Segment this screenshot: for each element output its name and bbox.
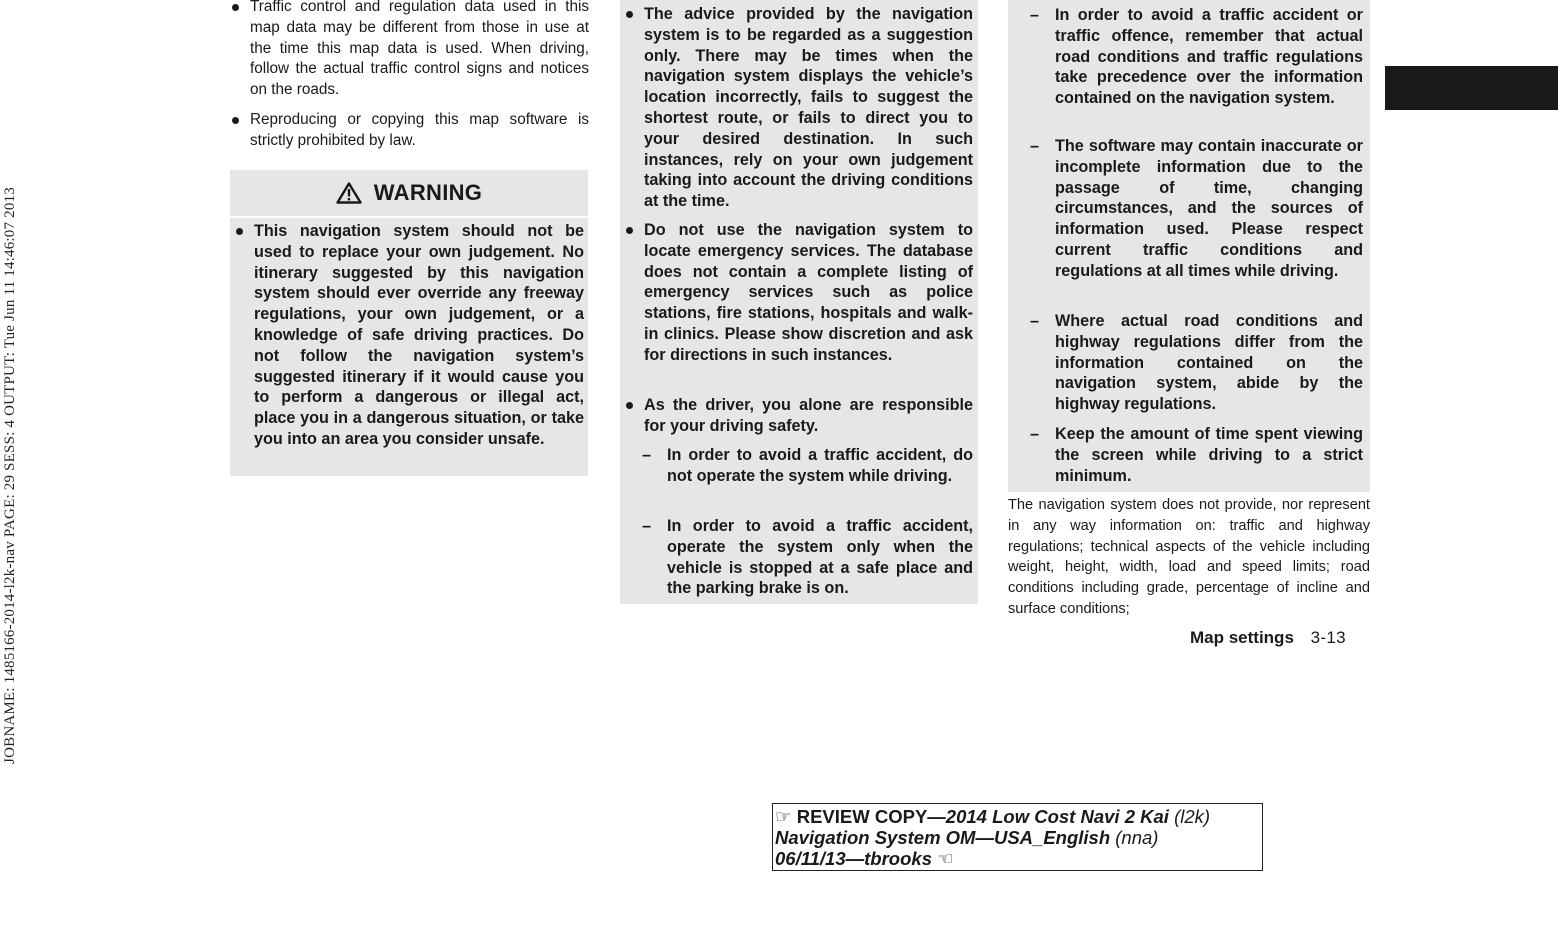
review-line-3: 06/11/13—tbrooks ☜	[775, 848, 954, 869]
bullet-icon	[626, 227, 633, 234]
list-item: Reproducing or copying this map software is strictly prohibited by law.	[228, 110, 589, 152]
warning-list-item: This navigation system should not be used to replace your own judgement. No itinerary suggested by this navigation system should ever override any freeway regulations, your own judgement, or a knowledge of safe driving practices. Do not follow the navigation system’s suggested itinerary if it would cause you to perform a dangerous or illegal act, place you in a dangerous situation, or take you into an area you consider unsafe.	[230, 221, 584, 450]
caution-box-right	[1008, 0, 1370, 492]
review-line-1: ☞ REVIEW COPY—2014 Low Cost Navi 2 Kai (l2k)	[775, 806, 1211, 827]
list-item: Do not use the navigation system to locate emergency services. The database does not contain a complete listing of emergency services such as police stations, fire stations, hospitals and walk-in clinics. Please show discretion and ask for directions in such instances.	[620, 220, 973, 366]
page-footer	[1190, 628, 1346, 648]
bullet-icon	[236, 228, 243, 235]
list-item: Traffic control and regulation data used in this map data may be different from those in use at the time this map data is used. When driving, follow the actual traffic control signs and notices on the roads.	[228, 0, 589, 101]
jobname-text: JOBNAME: 1485166-2014-l2k-nav PAGE: 29 SESS: 4 OUTPUT: Tue Jun 11 14:46:07 2013	[1, 186, 18, 764]
bullet-icon	[626, 11, 633, 18]
section-title: Map settings	[1190, 628, 1294, 647]
dash-list-item: – Keep the amount of time spent viewing the screen while driving to a strict minimum.	[1030, 425, 1363, 485]
list-item: The advice provided by the navigation system is to be regarded as a suggestion only. There may be times when the navigation system displays the vehicle’s location incorrectly, fails to suggest the shortest route, or fails to direct you to your desired destination. In such instances, rely on your own judgement taking into account the driving conditions at the time.	[620, 4, 973, 212]
review-line-2: Navigation System OM—USA_English (nna)	[775, 827, 1159, 848]
warning-triangle-icon	[336, 182, 362, 204]
list-item: As the driver, you alone are responsible for your driving safety.	[620, 395, 973, 437]
caution-box-middle	[620, 0, 978, 604]
dash-list-item: – The software may contain inaccurate or incomplete information due to the passage of time, changing circumstances, and the sources of information used. Please respect current traffic conditions and regulations at all times while driving.	[1030, 137, 1363, 280]
dash-list-item: – In order to avoid a traffic accident or traffic offence, remember that actual road conditions and traffic regulations take precedence over the information contained on the navigation system.	[1030, 6, 1363, 108]
dash-list-item: – In order to avoid a traffic accident, do not operate the system while driving.	[642, 446, 973, 485]
bullet-icon	[232, 117, 239, 124]
section-tab-marker	[1385, 66, 1558, 110]
bullet-icon	[626, 402, 633, 409]
dash-list-item: – In order to avoid a traffic accident, operate the system only when the vehicle is stopped at a safe place and the parking brake is on.	[642, 517, 973, 598]
pointing-hand-left-icon: ☜	[937, 848, 954, 869]
review-copy-stamp	[772, 803, 1263, 871]
bullet-icon	[232, 4, 239, 11]
jobname-margin-label	[0, 0, 20, 950]
warning-header	[230, 170, 588, 218]
page-number: 3-13	[1310, 628, 1346, 647]
dash-list-item: – Where actual road conditions and highway regulations differ from the information contained on the navigation system, abide by the highway regulations.	[1030, 312, 1363, 414]
warning-box	[230, 218, 588, 476]
warning-title: WARNING	[373, 180, 483, 205]
pointing-hand-icon: ☞	[775, 806, 792, 827]
body-paragraph: The navigation system does not provide, nor represent in any way information on: traffic and highway regulations; technical aspects of the vehicle including weight, height, width, load and speed limits; road conditions including grade, percentage of incline and surface conditions;	[1008, 497, 1370, 617]
